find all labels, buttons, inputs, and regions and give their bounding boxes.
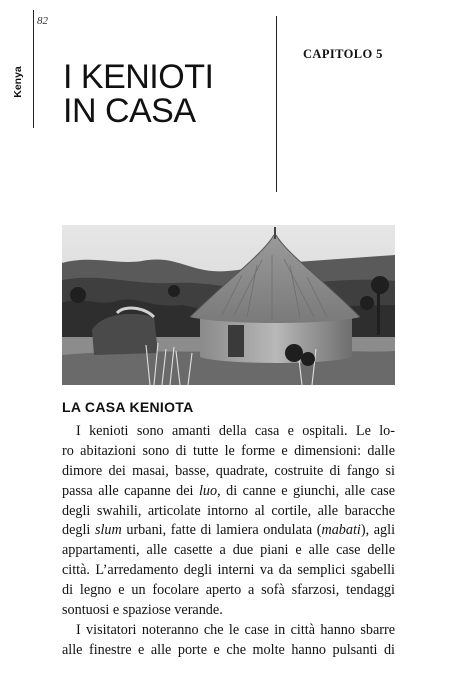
margin-rule (33, 10, 34, 128)
text-run: I visitatori noteranno che le case in città hanno sbarre (76, 621, 395, 638)
text-line (62, 621, 395, 641)
text-line (62, 601, 395, 621)
text-run: , di canne e giunchi, alle case (217, 482, 395, 499)
text-run: di legno e un focolare aperto a sofà sfarzosi, tendaggi (62, 582, 395, 599)
text-line (62, 422, 395, 442)
text-run: urbani, fatte di lamiera ondulata ( (121, 522, 322, 539)
text-line (62, 482, 395, 502)
text-line (62, 541, 395, 561)
section-heading: LA CASA KENIOTA (62, 399, 194, 415)
chapter-title (63, 60, 213, 128)
text-run: ro abitazioni sono di tutte le forme e dimensioni: dalle (62, 442, 395, 459)
chapter-label: CAPITOLO 5 (303, 47, 383, 61)
italic-term: luo (198, 482, 218, 499)
italic-term: slum (94, 522, 122, 539)
text-run: dimore dei masai, basse, quadrate, costruite di fango si (62, 462, 395, 479)
text-run: città. L’arredamento degli interni va da semplici sgabelli (62, 562, 395, 579)
text-line (62, 502, 395, 522)
text-run: degli swahili, articolate intorno al cortile, alle baracche (62, 502, 395, 519)
text-run: ), agli (360, 522, 396, 539)
text-run: appartamenti, alle casette a due piani e alle case delle (62, 542, 395, 559)
running-head-label: Kenya (12, 66, 25, 98)
italic-term: mabati (321, 522, 361, 539)
text-line (62, 581, 395, 601)
text-line (62, 561, 395, 581)
text-run: alle finestre e alle porte e che molte hanno pulsanti di (62, 641, 395, 658)
body-text (62, 422, 395, 661)
running-head (3, 62, 33, 102)
text-line (62, 641, 395, 661)
chapter-divider-rule (276, 16, 277, 192)
page-number: 82 (37, 15, 48, 27)
text-run: degli (62, 522, 95, 539)
text-line (62, 462, 395, 482)
photo-hut-icon (62, 225, 395, 385)
text-run: I kenioti sono amanti della casa e ospitali. Le lo- (76, 423, 395, 439)
text-run: passa alle capanne dei (62, 482, 199, 499)
text-line (62, 521, 395, 541)
chapter-title-line-2: IN CASA (63, 92, 196, 130)
chapter-title-line-1: I KENIOTI (63, 58, 214, 96)
text-run: sontuosi e spaziose verande. (62, 602, 223, 619)
text-line (62, 442, 395, 462)
